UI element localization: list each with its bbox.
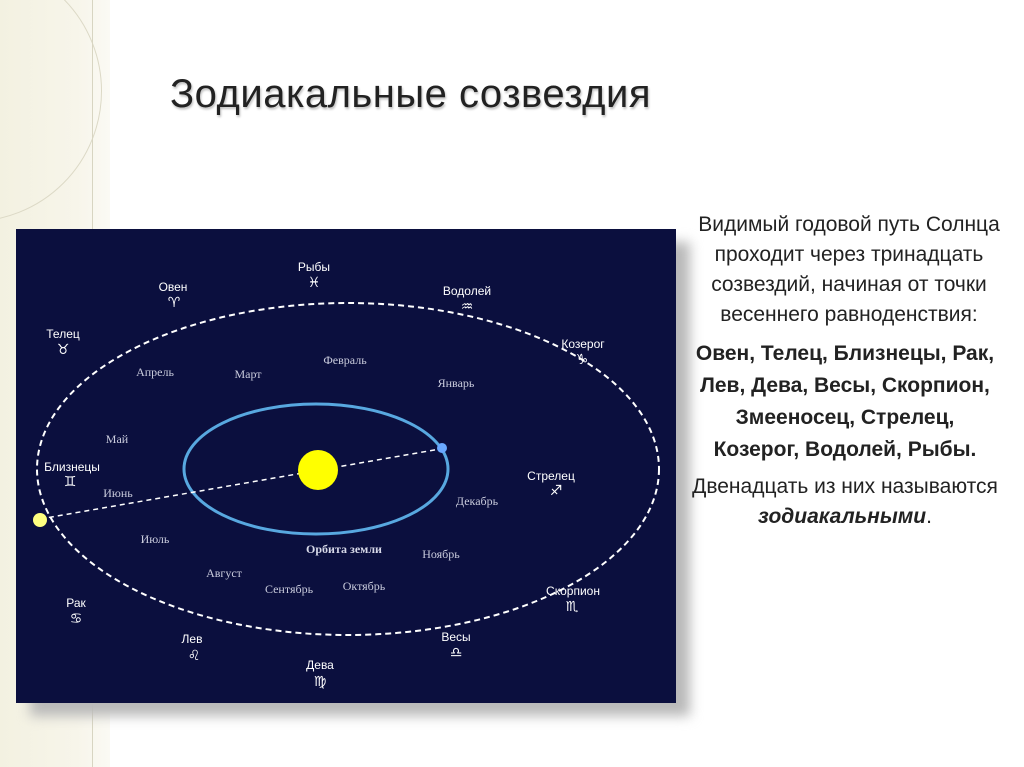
outro-suffix: . [926, 505, 932, 528]
diagram-graphics [16, 229, 676, 703]
month-label-june: Июнь [103, 486, 133, 500]
sagittarius-icon: ♐ [549, 483, 563, 499]
cancer-icon: ♋ [69, 611, 83, 627]
earth-orbit-label: Орбита земли [306, 542, 382, 556]
slide-title: Зодиакальные созвездия [170, 72, 652, 116]
constellation-label-scorpio: Скорпион [546, 584, 600, 598]
month-label-july: Июль [140, 532, 170, 546]
constellation-label-capricorn: Козерог [561, 337, 605, 351]
constellation-label-libra: Весы [441, 630, 471, 644]
gemini-icon: ♊ [63, 474, 77, 490]
sight-line [40, 449, 440, 519]
constellation-list: Овен, Телец, Близнецы, Рак, Лев, Дева, Весы, Скорпион, Змееносец, Стрелец, Козерог, Водолей, Рыбы. [695, 342, 995, 461]
month-label-october: Октябрь [342, 579, 386, 593]
month-label-may: Май [105, 432, 129, 446]
decoration-arc [0, 0, 102, 222]
sun-projection [33, 513, 47, 527]
month-label-november: Ноябрь [422, 547, 460, 561]
zodiac-diagram [16, 229, 676, 703]
earth [437, 443, 447, 453]
constellation-label-leo: Лев [181, 632, 203, 646]
constellation-label-sagittarius: Стрелец [527, 469, 575, 483]
constellation-label-taurus: Телец [46, 327, 80, 341]
capricorn-icon: ♑ [575, 352, 589, 368]
month-label-january: Январь [437, 376, 475, 390]
sun [298, 450, 338, 490]
virgo-icon: ♍ [313, 674, 327, 690]
aries-icon: ♈ [167, 295, 181, 311]
constellation-label-gemini: Близнецы [44, 460, 100, 474]
outro-emphasis: зодиакальными [758, 505, 927, 528]
description-text [690, 210, 1000, 532]
libra-icon: ♎ [449, 645, 463, 661]
month-label-september: Сентябрь [264, 582, 314, 596]
leo-icon: ♌ [187, 648, 201, 664]
constellation-label-aries: Овен [158, 280, 188, 294]
month-label-april: Апрель [136, 365, 174, 379]
outro-paragraph [690, 472, 1000, 532]
constellation-label-cancer: Рак [66, 596, 86, 610]
month-label-march: Март [234, 367, 262, 381]
intro-paragraph: Видимый годовой путь Солнца проходит через тринадцать созвездий, начиная от точки весеннего равноденствия: [698, 213, 1000, 326]
month-label-december: Декабрь [455, 494, 499, 508]
scorpio-icon: ♏ [565, 599, 579, 615]
pisces-icon: ♓ [307, 275, 321, 291]
outro-prefix: Двенадцать из них называются [692, 475, 998, 498]
constellation-label-aquarius: Водолей [442, 284, 492, 298]
month-label-february: Февраль [323, 353, 367, 367]
taurus-icon: ♉ [56, 342, 70, 358]
constellation-label-virgo: Дева [306, 658, 334, 672]
month-label-august: Август [206, 566, 242, 580]
aquarius-icon: ♒ [460, 299, 474, 315]
constellation-label-pisces: Рыбы [297, 260, 331, 274]
